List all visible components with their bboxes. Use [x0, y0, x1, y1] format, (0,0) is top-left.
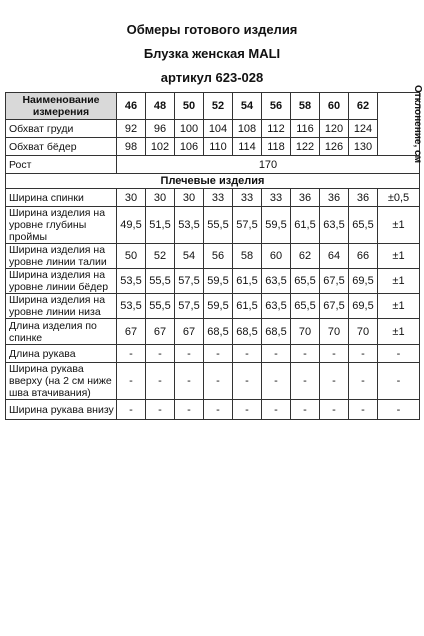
value-cell: 92 — [117, 120, 146, 138]
table-row — [6, 400, 420, 420]
deviation-cell: ±1 — [378, 207, 420, 244]
value-cell: 130 — [349, 138, 378, 156]
deviation-header — [378, 85, 423, 163]
value-cell: 59,5 — [204, 294, 233, 319]
value-cell: 96 — [146, 120, 175, 138]
value-cell: 61,5 — [233, 269, 262, 294]
table-row — [6, 319, 420, 345]
value-cell: 64 — [320, 244, 349, 269]
value-cell: 66 — [349, 244, 378, 269]
table-row — [6, 120, 420, 138]
size-header-58: 58 — [291, 93, 320, 120]
value-cell: 68,5 — [204, 319, 233, 345]
value-cell: 65,5 — [291, 294, 320, 319]
value-cell: - — [349, 363, 378, 400]
value-cell: 54 — [175, 244, 204, 269]
value-cell: - — [146, 363, 175, 400]
deviation-cell: ±1 — [378, 269, 420, 294]
value-cell: - — [204, 400, 233, 420]
size-header-62: 62 — [349, 93, 378, 120]
value-cell: 106 — [175, 138, 204, 156]
section-row — [6, 174, 420, 189]
value-cell: 53,5 — [175, 207, 204, 244]
value-cell: 53,5 — [117, 269, 146, 294]
table-row — [6, 345, 420, 363]
size-header-48: 48 — [146, 93, 175, 120]
value-cell: 122 — [291, 138, 320, 156]
deviation-cell: ±1 — [378, 244, 420, 269]
row-label: Ширина спинки — [6, 189, 117, 207]
value-cell: 120 — [320, 120, 349, 138]
row-label: Рост — [6, 156, 117, 174]
value-cell: 63,5 — [262, 269, 291, 294]
document-title: Обмеры готового изделия — [126, 22, 298, 37]
deviation-cell: - — [378, 400, 420, 420]
deviation-cell: - — [378, 345, 420, 363]
header-name-cell: Наименование измерения — [6, 93, 117, 120]
value-cell: 69,5 — [349, 294, 378, 319]
value-cell: - — [291, 400, 320, 420]
row-label: Длина рукава — [6, 345, 117, 363]
value-cell: 33 — [204, 189, 233, 207]
value-cell: - — [320, 400, 349, 420]
value-cell: - — [146, 345, 175, 363]
value-cell: 30 — [146, 189, 175, 207]
value-cell: 61,5 — [233, 294, 262, 319]
value-cell: - — [262, 363, 291, 400]
value-cell: 58 — [233, 244, 262, 269]
value-cell: 52 — [146, 244, 175, 269]
value-cell: 116 — [291, 120, 320, 138]
value-cell: 36 — [291, 189, 320, 207]
value-cell: - — [146, 400, 175, 420]
value-cell: 67,5 — [320, 294, 349, 319]
value-cell: - — [175, 363, 204, 400]
deviation-cell: ±0,5 — [378, 189, 420, 207]
value-cell: 62 — [291, 244, 320, 269]
value-cell: 70 — [349, 319, 378, 345]
row-label: Ширина изделия на уровне глубины проймы — [6, 207, 117, 244]
value-cell: 30 — [175, 189, 204, 207]
deviation-cell: ±1 — [378, 319, 420, 345]
value-cell: - — [233, 345, 262, 363]
value-cell: - — [233, 363, 262, 400]
value-cell: - — [117, 345, 146, 363]
value-cell: 33 — [262, 189, 291, 207]
row-label: Ширина изделия на уровне линии низа — [6, 294, 117, 319]
value-cell: 53,5 — [117, 294, 146, 319]
value-cell: 57,5 — [233, 207, 262, 244]
table-row — [6, 138, 420, 156]
value-cell: 36 — [320, 189, 349, 207]
value-cell: 50 — [117, 244, 146, 269]
value-cell: - — [175, 400, 204, 420]
value-cell: 70 — [320, 319, 349, 345]
value-cell: 61,5 — [291, 207, 320, 244]
value-cell: 30 — [117, 189, 146, 207]
value-cell: - — [349, 400, 378, 420]
value-cell: - — [262, 400, 291, 420]
value-cell: 65,5 — [349, 207, 378, 244]
value-cell: 55,5 — [146, 294, 175, 319]
value-cell: 67 — [117, 319, 146, 345]
value-cell: 55,5 — [146, 269, 175, 294]
size-header-50: 50 — [175, 93, 204, 120]
deviation-cell: - — [378, 363, 420, 400]
size-header-52: 52 — [204, 93, 233, 120]
deviation-header-label: Отклонение, см — [412, 85, 423, 163]
height-value: 170 — [117, 156, 420, 174]
section-title: Плечевые изделия — [6, 174, 420, 189]
size-header-54: 54 — [233, 93, 262, 120]
row-label: Обхват бёдер — [6, 138, 117, 156]
size-header-56: 56 — [262, 93, 291, 120]
value-cell: 70 — [291, 319, 320, 345]
value-cell: 49,5 — [117, 207, 146, 244]
value-cell: 67,5 — [320, 269, 349, 294]
value-cell: 59,5 — [204, 269, 233, 294]
row-label: Ширина изделия на уровне линии талии — [6, 244, 117, 269]
value-cell: - — [320, 363, 349, 400]
value-cell: 100 — [175, 120, 204, 138]
value-cell: 59,5 — [262, 207, 291, 244]
table-header-row — [6, 93, 420, 120]
value-cell: 114 — [233, 138, 262, 156]
value-cell: 60 — [262, 244, 291, 269]
value-cell: 98 — [117, 138, 146, 156]
value-cell: - — [204, 345, 233, 363]
product-name: Блузка женская MALI — [143, 46, 281, 61]
table-row — [6, 363, 420, 400]
value-cell: 69,5 — [349, 269, 378, 294]
value-cell: 118 — [262, 138, 291, 156]
value-cell: - — [349, 345, 378, 363]
row-label: Ширина изделия на уровне линии бёдер — [6, 269, 117, 294]
value-cell: 63,5 — [262, 294, 291, 319]
value-cell: - — [117, 400, 146, 420]
value-cell: 56 — [204, 244, 233, 269]
value-cell: 55,5 — [204, 207, 233, 244]
size-header-60: 60 — [320, 93, 349, 120]
value-cell: - — [291, 345, 320, 363]
value-cell: - — [291, 363, 320, 400]
value-cell: - — [204, 363, 233, 400]
value-cell: - — [117, 363, 146, 400]
value-cell: 57,5 — [175, 294, 204, 319]
value-cell: 104 — [204, 120, 233, 138]
value-cell: - — [175, 345, 204, 363]
value-cell: - — [262, 345, 291, 363]
row-label: Длина изделия по спинке — [6, 319, 117, 345]
value-cell: 57,5 — [175, 269, 204, 294]
measurements-table — [5, 85, 423, 420]
row-label: Обхват груди — [6, 120, 117, 138]
deviation-cell: ±1 — [378, 294, 420, 319]
value-cell: 67 — [175, 319, 204, 345]
table-row — [6, 207, 420, 244]
table-row — [6, 294, 420, 319]
height-row — [6, 156, 420, 174]
value-cell: 124 — [349, 120, 378, 138]
size-header-46: 46 — [117, 93, 146, 120]
value-cell: 67 — [146, 319, 175, 345]
table-row — [6, 244, 420, 269]
value-cell: - — [320, 345, 349, 363]
value-cell: 112 — [262, 120, 291, 138]
value-cell: 36 — [349, 189, 378, 207]
table-row — [6, 269, 420, 294]
value-cell: 68,5 — [262, 319, 291, 345]
value-cell: 51,5 — [146, 207, 175, 244]
row-label: Ширина рукава вверху (на 2 см ниже шва втачивания) — [6, 363, 117, 400]
row-label: Ширина рукава внизу — [6, 400, 117, 420]
value-cell: 110 — [204, 138, 233, 156]
value-cell: 68,5 — [233, 319, 262, 345]
value-cell: 65,5 — [291, 269, 320, 294]
article-number: артикул 623-028 — [160, 70, 264, 85]
value-cell: 126 — [320, 138, 349, 156]
value-cell: 108 — [233, 120, 262, 138]
value-cell: 63,5 — [320, 207, 349, 244]
document-header — [0, 18, 424, 90]
table-row — [6, 189, 420, 207]
value-cell: - — [233, 400, 262, 420]
value-cell: 102 — [146, 138, 175, 156]
value-cell: 33 — [233, 189, 262, 207]
